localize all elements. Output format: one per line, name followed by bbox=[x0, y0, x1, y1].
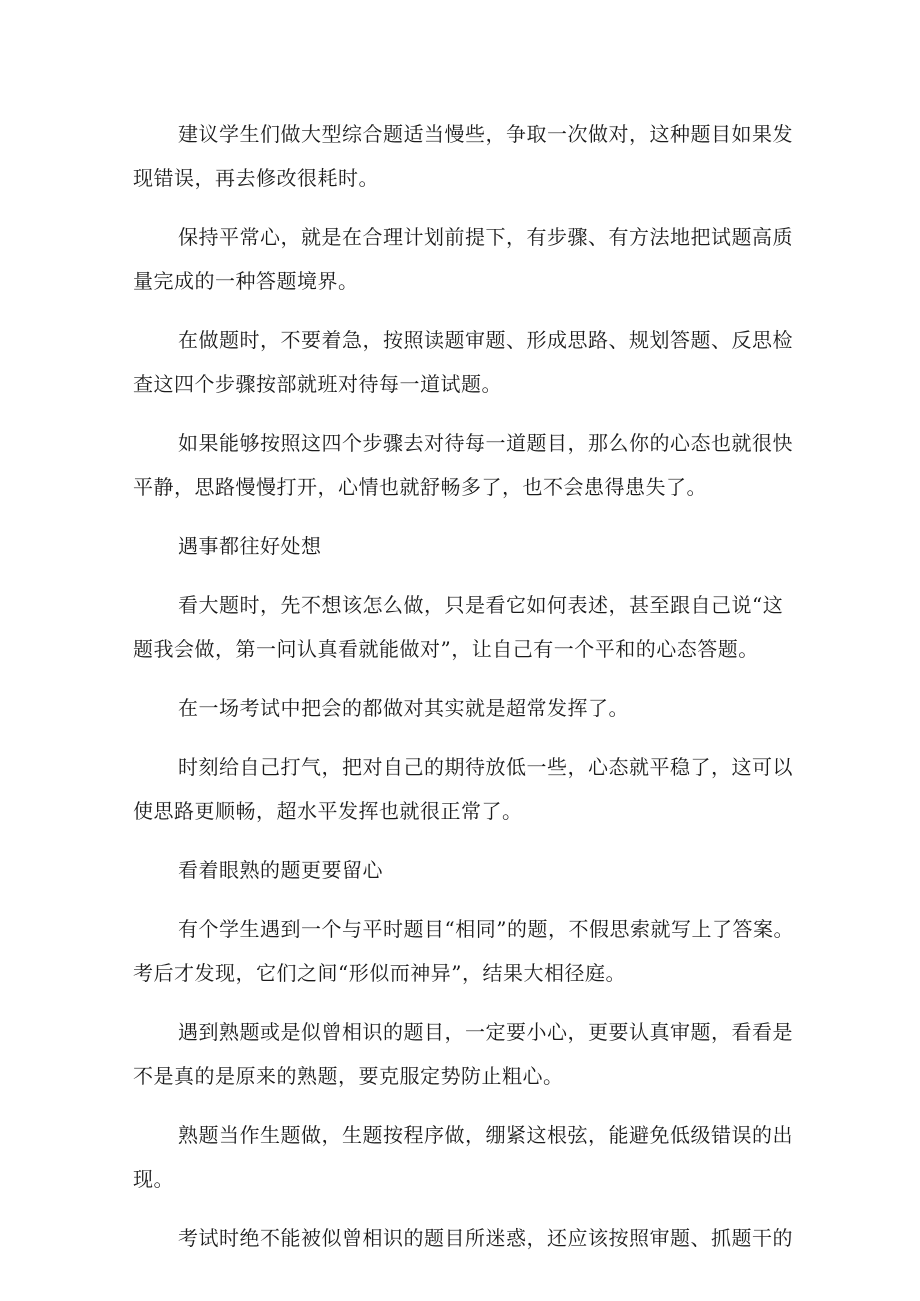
paragraph-8: 有个学生遇到一个与平时题目“相同”的题，不假思索就写上了答案。考后才发现，它们之间“形似而神异”，结果大相径庭。 bbox=[133, 917, 794, 985]
paragraph-5: 看大题时，先不想该怎么做，只是看它如何表述，甚至跟自己说“这题我会做，第一问认真看就能做对”，让自己有一个平和的心态答题。 bbox=[133, 593, 784, 661]
paragraph-9: 遇到熟题或是似曾相识的题目，一定要小心，更要认真审题，看看是不是真的是原来的熟题，要克服定势防止粗心。 bbox=[133, 1020, 793, 1088]
section-heading-familiar-questions: 看着眼熟的题更要留心 bbox=[178, 858, 383, 882]
paragraph-13: 考试时绝不能被似曾相识的题目所迷惑，还应该按照审题、抓题干的 bbox=[178, 1226, 793, 1250]
section-heading-positive-thinking: 遇事都往好处想 bbox=[178, 534, 322, 558]
paragraph-6: 在一场考试中把会的都做对其实就是超常发挥了。 bbox=[178, 696, 629, 720]
paragraph-7: 时刻给自己打气，把对自己的期待放低一些，心态就平稳了，这可以使思路更顺畅，超水平发挥也就很正常了。 bbox=[133, 755, 793, 823]
paragraph-12: 熟题当作生题做，生题按程序做，绷紧这根弦，能避免低级错误的出现。 bbox=[133, 1123, 793, 1191]
paragraph-4: 如果能够按照这四个步骤去对待每一道题目，那么你的心态也就很快平静，思路慢慢打开，心情也就舒畅多了，也不会患得患失了。 bbox=[133, 431, 793, 499]
paragraph-2: 保持平常心，就是在合理计划前提下，有步骤、有方法地把试题高质量完成的一种答题境界。 bbox=[133, 225, 793, 293]
paragraph-3: 在做题时，不要着急，按照读题审题、形成思路、规划答题、反思检查这四个步骤按部就班对待每一道试题。 bbox=[133, 328, 793, 396]
paragraph-1: 建议学生们做大型综合题适当慢些，争取一次做对，这种题目如果发现错误，再去修改很耗时。 bbox=[133, 122, 793, 190]
